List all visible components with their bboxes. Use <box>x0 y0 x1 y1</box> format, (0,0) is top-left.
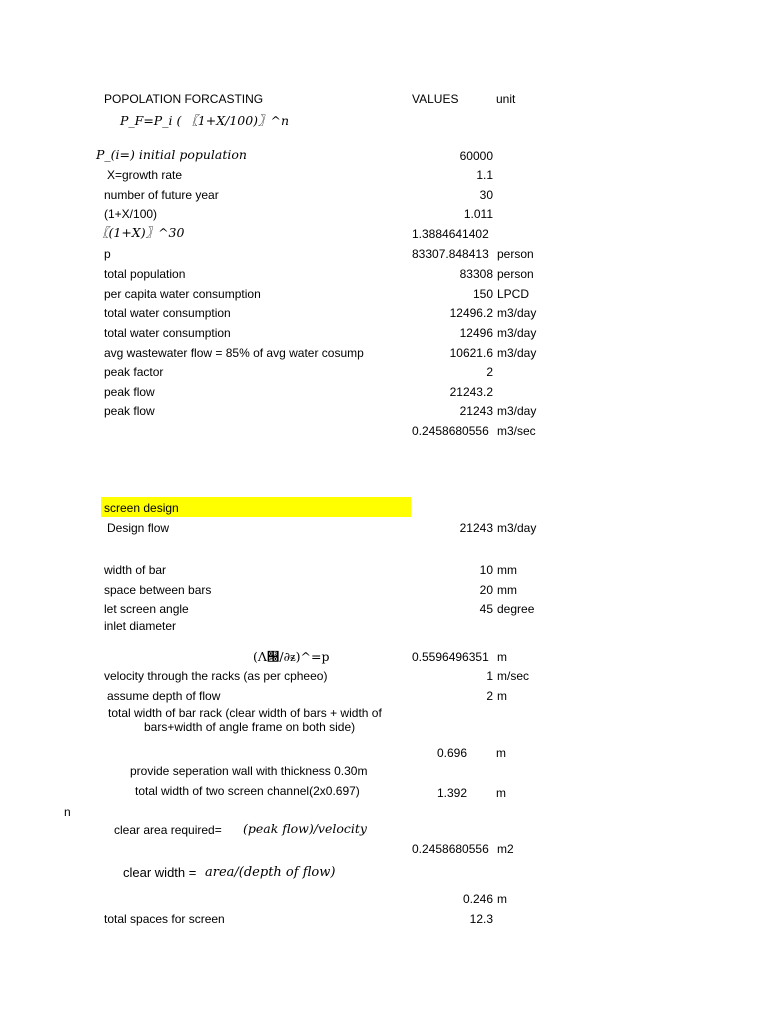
growth-rate-label: X=growth rate <box>107 168 183 182</box>
clear-area-value: 0.2458680556 <box>412 842 489 856</box>
clear-area-formula: (peak flow)/velocity <box>243 821 367 836</box>
screen-design-title: screen design <box>104 501 179 515</box>
per-capita-unit: LPCD <box>497 287 530 301</box>
future-years-value: 30 <box>479 188 493 202</box>
clear-width-unit: m <box>497 892 507 906</box>
future-years-label: number of future year <box>104 188 219 202</box>
flow-depth-label: assume depth of flow <box>107 689 221 703</box>
peak-flow-m3sec-value: 0.2458680556 <box>412 424 489 438</box>
inlet-diameter-unit: m <box>497 650 507 664</box>
velocity-unit: m/sec <box>497 669 530 683</box>
growth-rate-value: 1.1 <box>476 168 493 182</box>
clear-area-unit: m2 <box>497 842 514 856</box>
bar-width-unit: mm <box>497 563 517 577</box>
flow-depth-unit: m <box>497 689 507 703</box>
total-population-value: 83308 <box>459 267 493 281</box>
population-formula: P_F=P_i ( 〖1+X/100)〗^n <box>120 113 290 128</box>
p-unit: person <box>497 247 534 261</box>
per-capita-label: per capita water consumption <box>104 287 261 301</box>
peak-flow-unit-2: m3/day <box>497 404 537 418</box>
inlet-diameter-value: 0.5596496351 <box>412 650 489 664</box>
water-consumption-unit-2: m3/day <box>497 326 537 340</box>
water-consumption-label-1: total water consumption <box>104 306 231 320</box>
peak-flow-label-2: peak flow <box>104 404 155 418</box>
flow-depth-value: 2 <box>486 689 493 703</box>
design-flow-unit: m3/day <box>497 521 537 535</box>
growth-power-value: 1.3884641402 <box>412 227 489 241</box>
two-channel-value: 1.392 <box>437 786 468 800</box>
total-spaces-value: 12.3 <box>469 912 493 926</box>
velocity-value: 1 <box>486 669 493 683</box>
p-label: p <box>104 247 111 261</box>
peak-flow-value-1: 21243.2 <box>449 385 493 399</box>
water-consumption-value-2: 12496 <box>459 326 493 340</box>
clear-width-formula: area/(depth of flow) <box>205 865 336 880</box>
inlet-diameter-formula: (Λ୐/∂ᵶ)^=p <box>253 649 330 664</box>
peak-factor-label: peak factor <box>104 365 164 379</box>
two-channel-label: total width of two screen channel(2x0.697) <box>135 784 360 798</box>
separation-wall-note: provide seperation wall with thickness 0.30m <box>130 764 368 778</box>
total-population-unit: person <box>497 267 534 281</box>
peak-flow-label-1: peak flow <box>104 385 155 399</box>
clear-width-label: clear width = <box>123 865 197 880</box>
per-capita-value: 150 <box>472 287 493 301</box>
bar-width-label: width of bar <box>104 563 167 577</box>
total-width-label-line2: bars+width of angle frame on both side) <box>144 720 356 734</box>
wastewater-flow-value: 10621.6 <box>449 346 493 360</box>
total-population-label: total population <box>104 267 186 281</box>
peak-flow-m3sec-unit: m3/sec <box>497 424 536 438</box>
screen-angle-value: 45 <box>479 602 493 616</box>
total-width-unit: m <box>496 746 506 760</box>
growth-power-label: 〖(1+X)〗^30 <box>96 225 185 240</box>
wastewater-flow-unit: m3/day <box>497 346 537 360</box>
stray-cell-text: n <box>64 805 71 819</box>
growth-factor-label: (1+X/100) <box>104 207 158 221</box>
screen-angle-label: let screen angle <box>104 602 189 616</box>
sheet-title: POPOLATION FORCASTING <box>104 92 264 106</box>
unit-header: unit <box>496 92 516 106</box>
design-flow-value: 21243 <box>459 521 493 535</box>
water-consumption-label-2: total water consumption <box>104 326 231 340</box>
bar-spacing-label: space between bars <box>104 583 212 597</box>
two-channel-unit: m <box>496 786 506 800</box>
total-spaces-label: total spaces for screen <box>104 912 225 926</box>
values-header: VALUES <box>412 92 459 106</box>
water-consumption-value-1: 12496.2 <box>449 306 493 320</box>
total-width-value: 0.696 <box>437 746 468 760</box>
screen-angle-unit: degree <box>497 602 535 616</box>
velocity-label: velocity through the racks (as per cpheeo) <box>104 669 328 683</box>
clear-width-value: 0.246 <box>462 892 493 906</box>
clear-area-label: clear area required= <box>114 823 222 837</box>
initial-population-label: P_(i=) initial population <box>96 147 247 162</box>
total-width-label-line1: total width of bar rack (clear width of bars + width of <box>108 706 382 720</box>
bar-width-value: 10 <box>479 563 493 577</box>
peak-flow-value-2: 21243 <box>459 404 493 418</box>
inlet-diameter-label: inlet diameter <box>104 619 177 633</box>
wastewater-flow-label: avg wastewater flow = 85% of avg water cosump <box>104 346 364 360</box>
initial-population-value: 60000 <box>459 149 493 163</box>
peak-factor-value: 2 <box>486 365 493 379</box>
growth-factor-value: 1.011 <box>463 207 493 221</box>
design-flow-label: Design flow <box>107 521 170 535</box>
p-value: 83307.848413 <box>412 247 489 261</box>
water-consumption-unit-1: m3/day <box>497 306 537 320</box>
bar-spacing-unit: mm <box>497 583 517 597</box>
bar-spacing-value: 20 <box>479 583 493 597</box>
